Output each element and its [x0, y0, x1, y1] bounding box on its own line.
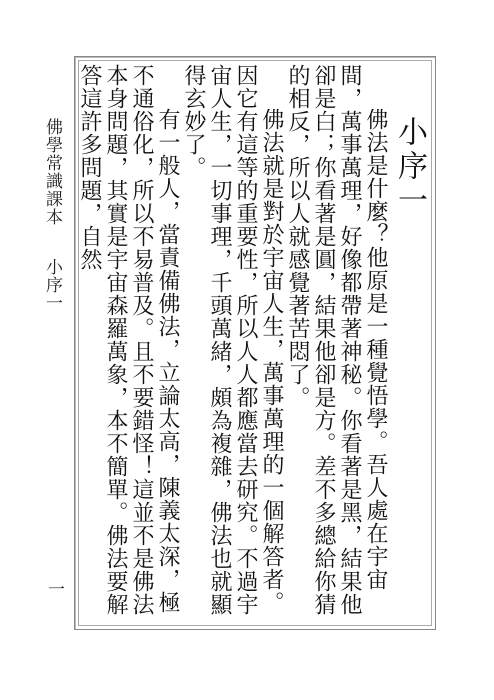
running-header: [36, 118, 62, 598]
running-header-book: 佛學常識課本: [42, 118, 62, 226]
page-title: 小序一: [392, 116, 427, 218]
main-text-area: [77, 64, 427, 622]
running-header-chapter: 小序一: [42, 258, 62, 312]
page-number: 一: [44, 580, 64, 597]
paragraph-1: 佛法是什麼？他原是一種覺悟學。吾人處在宇宙間，萬事萬理，好像都帶著神秘。你看著是黑，結果他卻是白；你看著是圓，結果他卻是方。差不多總給你猜的相反，所以人就感覺著苦悶了。: [285, 64, 388, 616]
paragraph-2: 佛法就是對於宇宙人生，萬事萬理的一個解答者。因它有這等的重要性，所以人人都應當去研究。不過宇宙人生，一切事理，千頭萬緒，頗為複雜，佛法也就顯得玄妙了。: [181, 64, 284, 616]
paragraph-3: 有一般人，當責備佛法，立論太高，陳義太深，極不通俗化，所以不易普及。且不要錯怪！這並不是佛法本身問題，其實是宇宙森羅萬象，本不簡單。佛法要解答這許多問題，自然: [77, 64, 180, 616]
